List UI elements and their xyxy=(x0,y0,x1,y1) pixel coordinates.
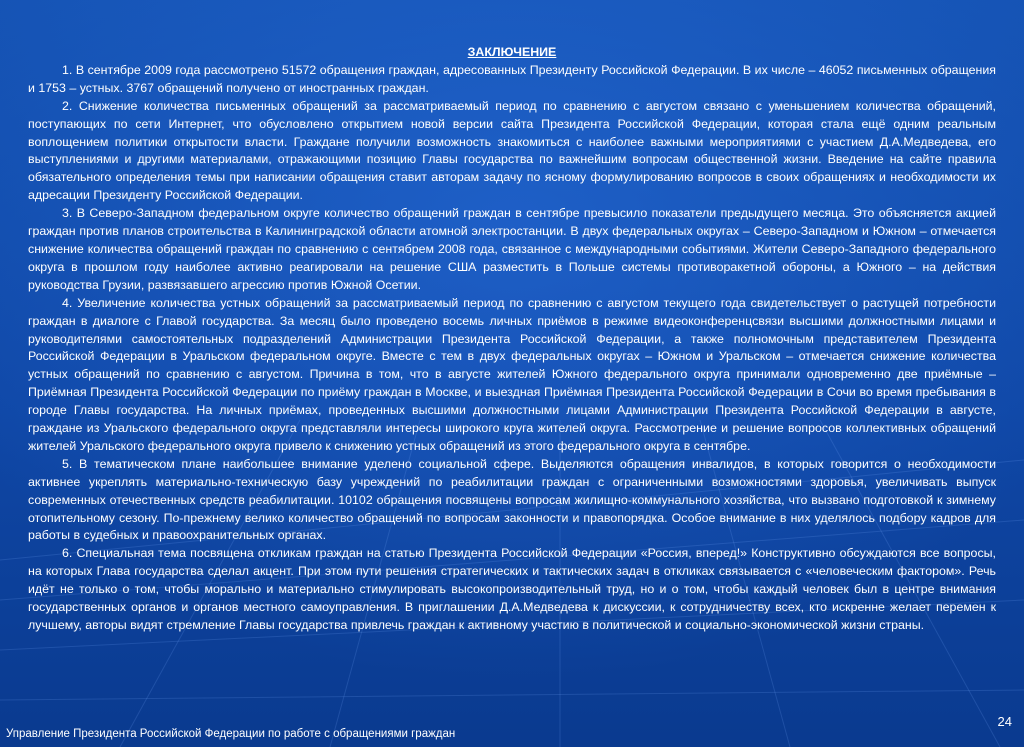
slide-content xyxy=(28,44,996,635)
paragraph-1: 1. В сентябре 2009 года рассмотрено 51572 обращения граждан, адресованных Президенту Российской Федерации. В их числе – 46052 письменных обращения и 1753 – устных. 3767 обращений получено от иностранных граждан. xyxy=(28,62,996,95)
paragraph-2: 2. Снижение количества письменных обращений за рассматриваемый период по сравнению с августом связано с уменьшением количества обращений, поступающих по сети Интернет, что обусловлено открытием новой версии сайта Президента Российской Федерации, которая стала ещё одним реальным воплощением политики открытости власти. Граждане получили возможность знакомиться с наиболее важными мероприятиями с участием Д.А.Медведева, его выступлениями и другими материалами, отражающими позицию Главы государства по важнейшим вопросам общественной жизни. Введение на сайте правила обязательного определения темы при написании обращения ставит авторам задачу по ясному формулированию вопросов в своих обращениях и необходимости их адресации Президенту Российской Федерации. xyxy=(28,98,996,203)
paragraph-5: 5. В тематическом плане наибольшее внимание уделено социальной сфере. Выделяются обращения инвалидов, в которых говорится о необходимости активнее укреплять материально-техническую базу учреждений по реабилитации граждан с ограниченными возможностями здоровья, увеличивать выпуск современных отечественных средств реабилитации. 10102 обращения посвящены вопросам жилищно-коммунального хозяйства, что вызвано подготовкой к зимнему отопительному сезону. По-прежнему велико количество обращений по вопросам законности и правопорядка. Особое внимание в них уделялось подбору кадров для работы в судебных и правоохранительных органах. xyxy=(28,456,996,543)
paragraph-4: 4. Увеличение количества устных обращений за рассматриваемый период по сравнению с августом текущего года свидетельствует о растущей потребности граждан в диалоге с Главой государства. За месяц было проведено восемь личных приёмов в режиме видеоконференцсвязи высшими должностными лицами и руководителями самостоятельных подразделений Администрации Президента Российской Федерации, а также полномочным представителем Президента Российской Федерации в Уральском федеральном округе. Вместе с тем в двух федеральных округах – Южном и Уральском – отмечается снижение количества устных обращений по сравнению с августом. Причина в том, что в августе жителей Южного федерального округа принимали одновременно две приёмные – Приёмная Президента Российской Федерации по приёму граждан в Москве, и выездная Приёмная Президента Российской Федерации в Сочи во время пребывания в городе Главы государства. На личных приёмах, проведенных высшими должностными лицами Администрации Президента Российской Федерации в августе, граждане из Уральского федерального округа представляли интересы широкого круга жителей округа. Рассмотрение и решение вопросов коллективных обращений жителей Уральского федерального округа привело к снижению устных обращений из этого федерального округа в сентябре. xyxy=(28,295,996,453)
slide-title: ЗАКЛЮЧЕНИЕ xyxy=(467,45,557,59)
paragraph-3: 3. В Северо-Западном федеральном округе количество обращений граждан в сентябре превысило показатели предыдущего месяца. Это объясняется акцией граждан против планов строительства в Калининградской области атомной электростанции. В двух федеральных округах – Северо-Западном и Южном – отмечается снижение количества обращений граждан по сравнению с сентябрем 2008 года, связанное с международными событиями. Жители Северо-Западного федерального округа в прошлом году наиболее активно реагировали на решение США разместить в Польше системы противоракетной обороны, а Южного – на действия руководства Грузии, развязавшего агрессию против Южной Осетии. xyxy=(28,206,996,292)
footer-organization: Управление Президента Российской Федерации по работе с обращениями граждан xyxy=(6,728,456,740)
page-number: 24 xyxy=(997,714,1012,729)
paragraph-6: 6. Специальная тема посвящена откликам граждан на статью Президента Российской Федерации «Россия, вперед!» Конструктивно обсуждаются все вопросы, на которых Глава государства сделал акцент. При этом пути решения стратегических и тактических задач в откликах связывается с «человеческим фактором». Речь идёт не только о том, чтобы морально и материально стимулировать высокопроизводительный труд, но и о том, чтобы каждый человек был в центре внимания государственных органов и органов местного самоуправления. В приглашении Д.А.Медведева к дискуссии, к сотрудничеству всех, кто искренне желает перемен к лучшему, авторы видят стремление Главы государства привлечь граждан к активному участию в политической и социально-экономической жизни страны. xyxy=(28,546,996,632)
